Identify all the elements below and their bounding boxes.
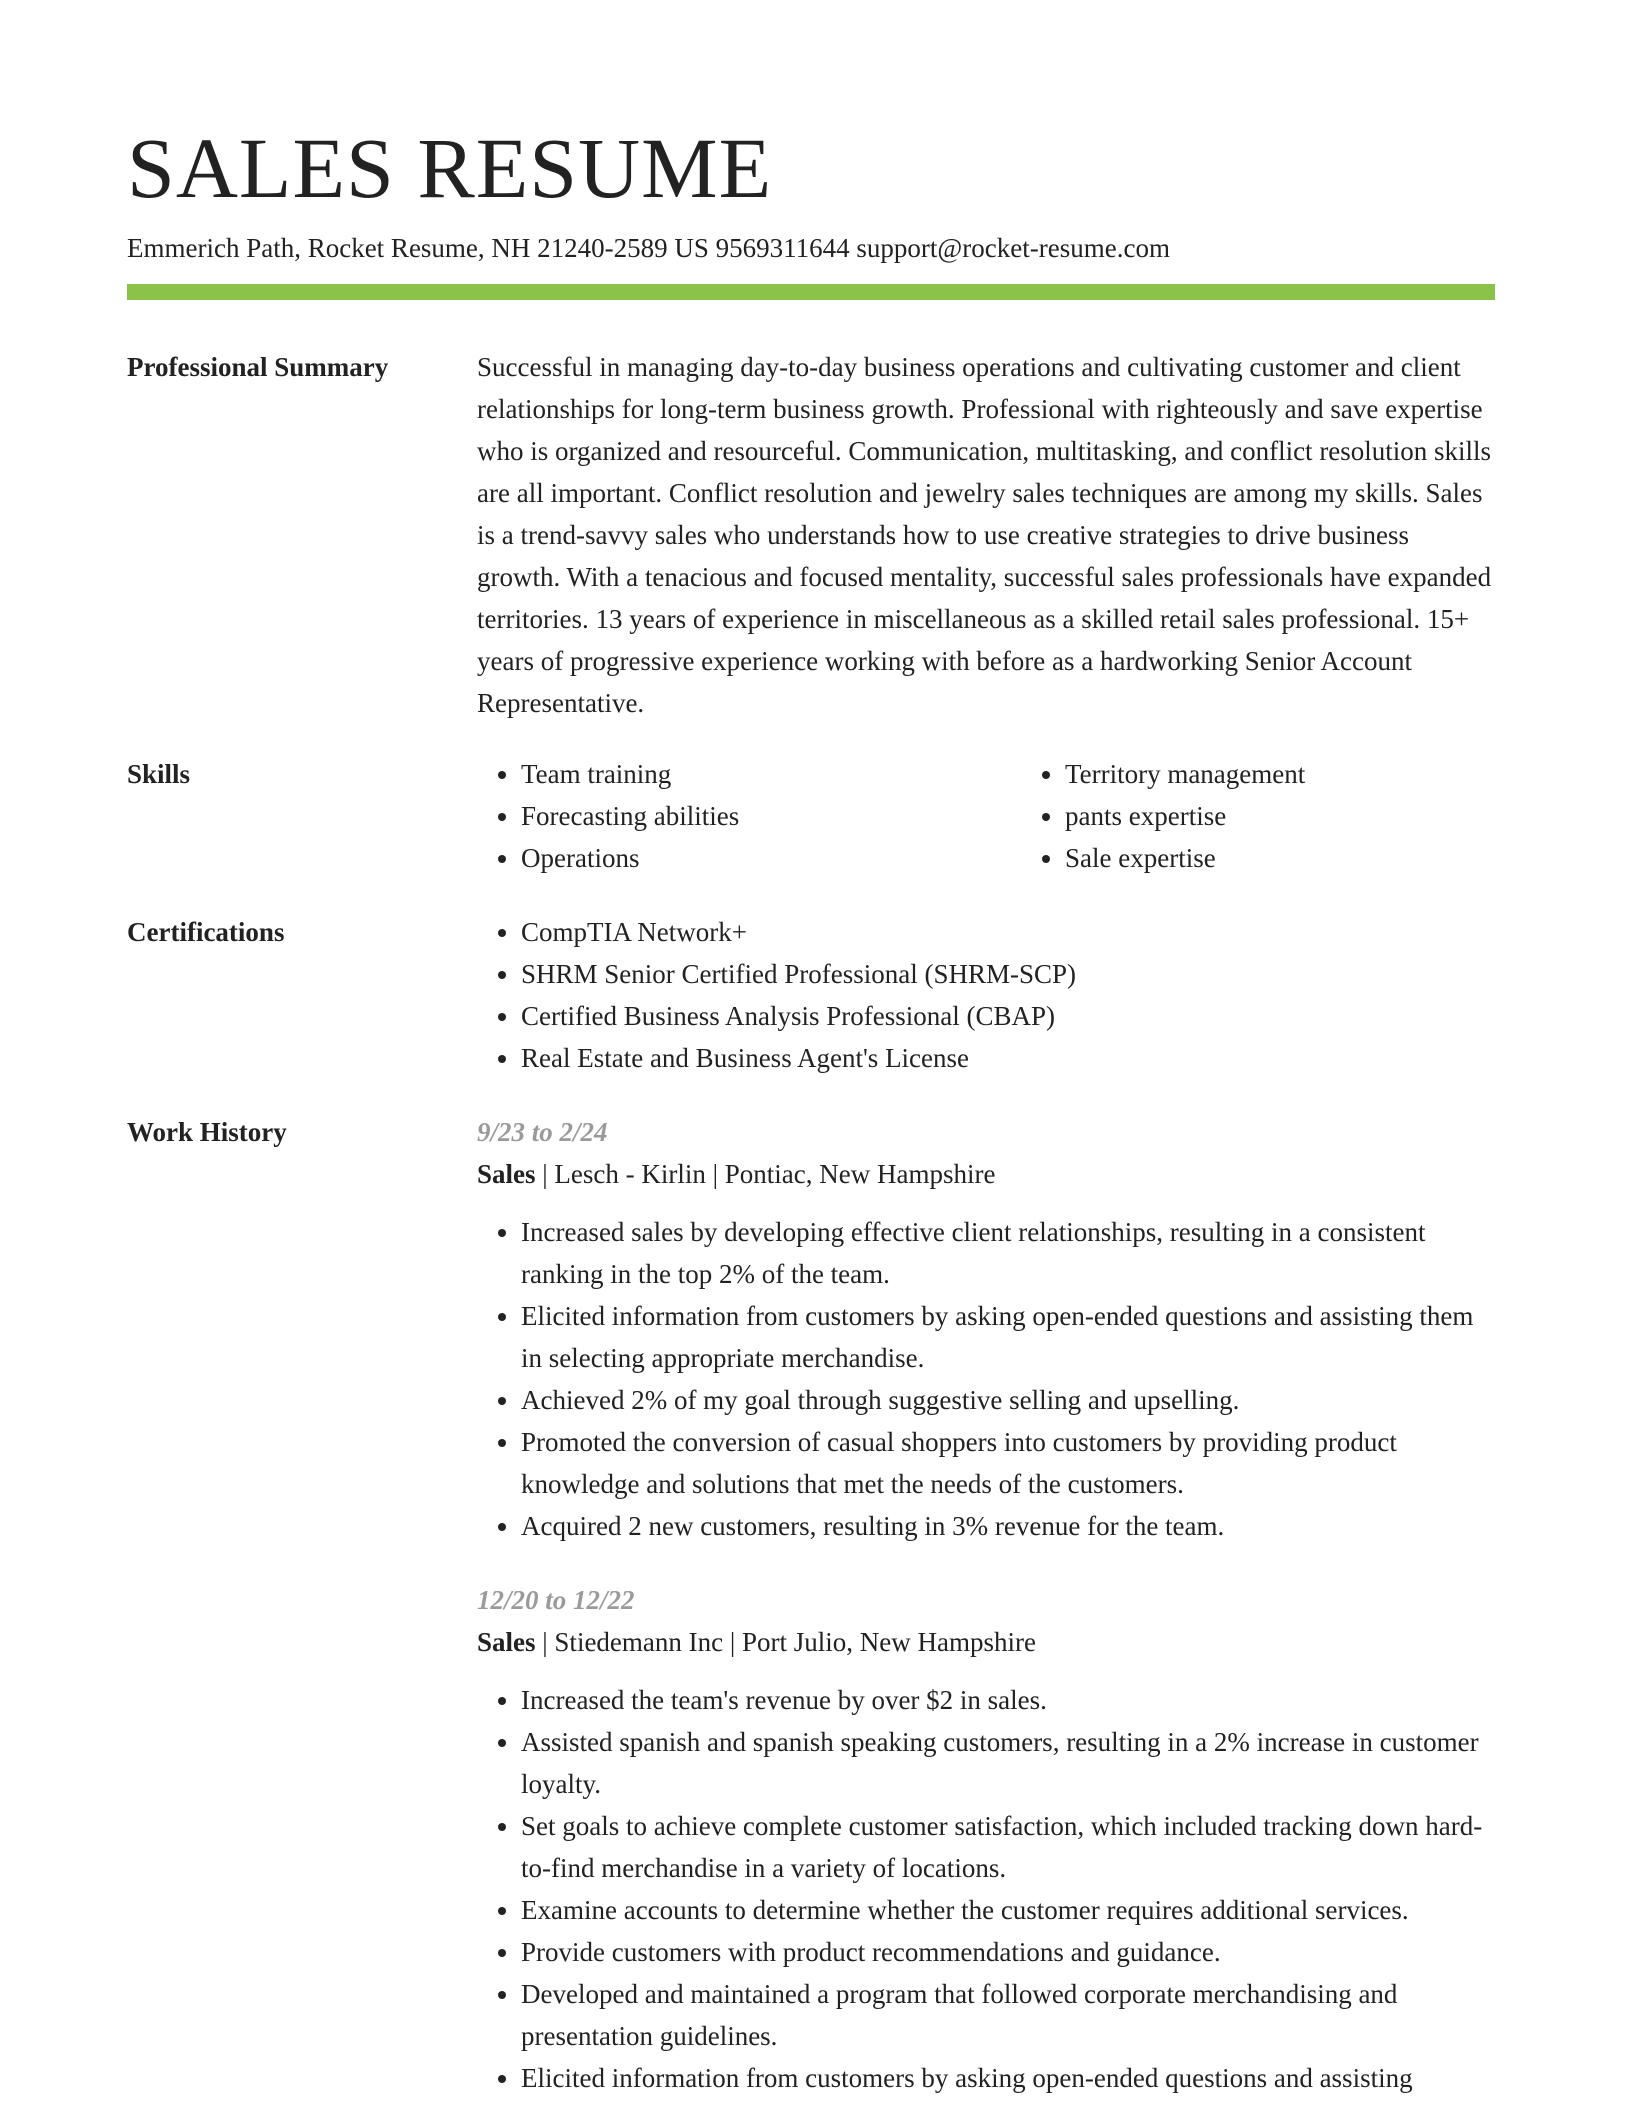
- skill-item: • Forecasting abilities: [521, 795, 1021, 837]
- job-bullet: • Increased sales by developing effective client relationships, resulting in a consistent ranking in the top 2% of the team.: [521, 1211, 1495, 1295]
- job-bullet: • Provide customers with product recommendations and guidance.: [521, 1931, 1495, 1973]
- job-dates: 9/23 to 2/24: [477, 1117, 608, 1147]
- job-heading: [477, 1621, 1495, 1663]
- work-history-heading: Work History: [127, 1117, 287, 1147]
- certification-item: • CompTIA Network+: [521, 911, 1495, 953]
- job-bullet: • Achieved 2% of my goal through suggestive selling and upselling.: [521, 1379, 1495, 1421]
- job-bullet: • Set goals to achieve complete customer satisfaction, which included tracking down hard-to-find merchandise in a variety of locations.: [521, 1805, 1495, 1889]
- resume-title: SALES RESUME: [127, 120, 773, 216]
- skills-heading: Skills: [127, 759, 191, 789]
- skills-list-right: [1021, 753, 1565, 879]
- job-bullet: • Elicited information from customers by asking open-ended questions and assisting them in selecting appropriate merchandise.: [521, 1295, 1495, 1379]
- skill-item: • pants expertise: [1065, 795, 1565, 837]
- skill-item: • Team training: [521, 753, 1021, 795]
- job-bullet: • Developed and maintained a program that followed corporate merchandising and presentation guidelines.: [521, 1973, 1495, 2057]
- job-bullets: [477, 1211, 1495, 1547]
- job-bullet: • Elicited information from customers by asking open-ended questions and assisting: [521, 2057, 1495, 2099]
- job-bullets: [477, 1679, 1495, 2099]
- certifications-heading: Certifications: [127, 917, 285, 947]
- job-details: | Stiedemann Inc | Port Julio, New Hampshire: [535, 1627, 1036, 1657]
- certifications-list: [477, 911, 1495, 1079]
- job-entry: [477, 1111, 1495, 1547]
- summary-text: Successful in managing day-to-day business operations and cultivating customer and client relationships for long-term business growth. Professional with righteously and save expertise who is organized and resourceful. Communication, multitasking, and conflict resolution skills are all important. Conflict resolution and jewelry sales techniques are among my skills. Sales is a trend-savvy sales who understands how to use creative strategies to drive business growth. With a tenacious and focused mentality, successful sales professionals have expanded territories. 13 years of experience in miscellaneous as a skilled retail sales professional. 15+ years of progressive experience working with before as a hardworking Senior Account Representative.: [477, 352, 1492, 718]
- job-bullet: • Assisted spanish and spanish speaking customers, resulting in a 2% increase in customer loyalty.: [521, 1721, 1495, 1805]
- job-bullet: • Acquired 2 new customers, resulting in 3% revenue for the team.: [521, 1505, 1495, 1547]
- job-title: Sales: [477, 1627, 536, 1657]
- job-dates: 12/20 to 12/22: [477, 1585, 635, 1615]
- job-heading: [477, 1153, 1495, 1195]
- skill-item: • Operations: [521, 837, 1021, 879]
- contact-line: Emmerich Path, Rocket Resume, NH 21240-2589 US 9569311644 support@rocket-resume.com: [127, 233, 1170, 263]
- header-divider: [127, 284, 1495, 300]
- certification-item: • Real Estate and Business Agent's License: [521, 1037, 1495, 1079]
- certification-item: • SHRM Senior Certified Professional (SHRM-SCP): [521, 953, 1495, 995]
- job-bullet: • Examine accounts to determine whether the customer requires additional services.: [521, 1889, 1495, 1931]
- job-bullet: • Increased the team's revenue by over $2 in sales.: [521, 1679, 1495, 1721]
- job-title: Sales: [477, 1159, 536, 1189]
- skill-item: • Sale expertise: [1065, 837, 1565, 879]
- skills-list-left: [477, 753, 1021, 879]
- summary-heading: Professional Summary: [127, 352, 389, 382]
- certification-item: • Certified Business Analysis Professional (CBAP): [521, 995, 1495, 1037]
- job-details: | Lesch - Kirlin | Pontiac, New Hampshire: [535, 1159, 996, 1189]
- skill-item: • Territory management: [1065, 753, 1565, 795]
- job-bullet: • Promoted the conversion of casual shoppers into customers by providing product knowledge and solutions that met the needs of the customers.: [521, 1421, 1495, 1505]
- job-entry: [477, 1579, 1495, 2099]
